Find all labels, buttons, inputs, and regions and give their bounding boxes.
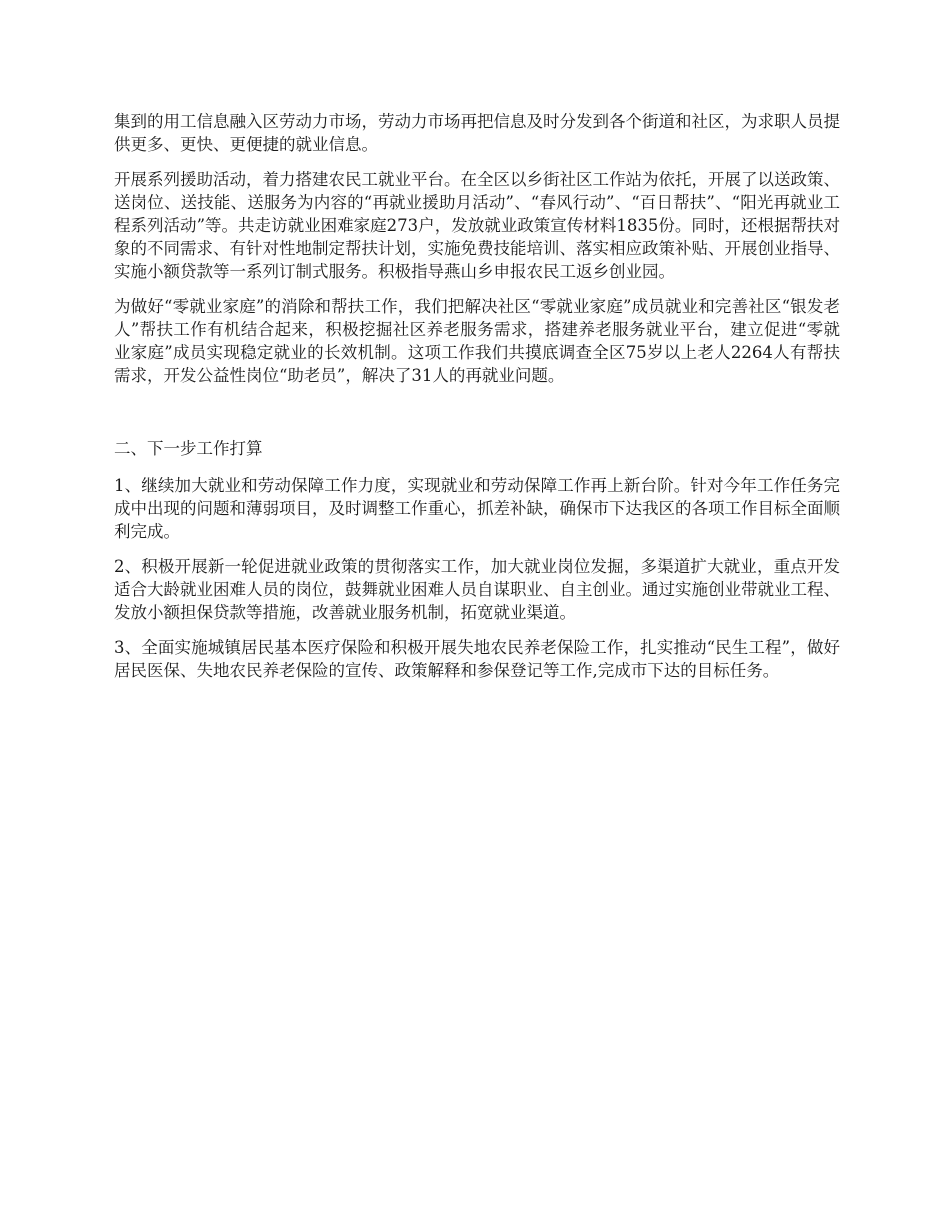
paragraph-assistance-activities: 开展系列援助活动，着力搭建农民工就业平台。在全区以乡街社区工作站为依托，开展了以送政策、送岗位、送技能、送服务为内容的“再就业援助月活动”、“春风行动”、“百日帮扶”、“阳光再就业工程系列活动”等。共走访就业困难家庭273户，发放就业政策宣传材料1835份。同时，还根据帮扶对象的不同需求、有针对性地制定帮扶计划，实施免费技能培训、落实相应政策补贴、开展创业指导、实施小额贷款等一系列订制式服务。积极指导燕山乡申报农民工返乡创业园。 [114, 170, 840, 281]
section-heading-next-steps: 二、下一步工作打算 [114, 439, 263, 458]
paragraph-plan-item-1: 1、继续加大就业和劳动保障工作力度，实现就业和劳动保障工作再上新台阶。针对今年工作任务完成中出现的问题和薄弱项目，及时调整工作重心，抓差补缺，确保市下达我区的各项工作目标全面顺利完成。 [114, 476, 840, 541]
paragraph-plan-item-2: 2、积极开展新一轮促进就业政策的贯彻落实工作，加大就业岗位发掘，多渠道扩大就业，重点开发适合大龄就业困难人员的岗位，鼓舞就业困难人员自谋职业、自主创业。通过实施创业带就业工程、发放小额担保贷款等措施，改善就业服务机制，拓宽就业渠道。 [114, 557, 840, 622]
document-page [114, 110, 840, 694]
paragraph-plan-item-3: 3、全面实施城镇居民基本医疗保险和积极开展失地农民养老保险工作，扎实推动“民生工程”，做好居民医保、失地农民养老保险的宣传、政策解释和参保登记等工作,完成市下达的目标任务。 [114, 638, 840, 680]
paragraph-employment-info: 集到的用工信息融入区劳动力市场，劳动力市场再把信息及时分发到各个街道和社区，为求职人员提供更多、更快、更便捷的就业信息。 [114, 112, 840, 154]
paragraph-zero-employment-families: 为做好“零就业家庭”的消除和帮扶工作，我们把解决社区“零就业家庭”成员就业和完善社区“银发老人”帮扶工作有机结合起来，积极挖掘社区养老服务需求，搭建养老服务就业平台，建立促进“零就业家庭”成员实现稳定就业的长效机制。这项工作我们共摸底调查全区75岁以上老人2264人有帮扶需求，开发公益性岗位“助老员”，解决了31人的再就业问题。 [114, 297, 840, 385]
